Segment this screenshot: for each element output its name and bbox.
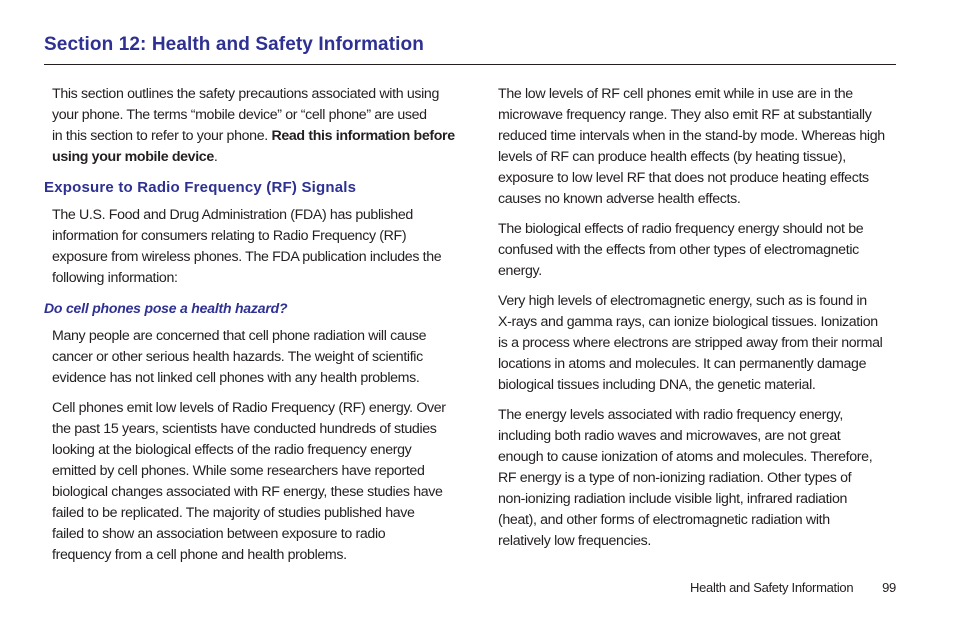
text-line: The U.S. Food and Drug Administration (FDA) has published xyxy=(52,207,413,223)
text-line: including both radio waves and microwaves, are not great xyxy=(498,428,841,444)
text-line: Very high levels of electromagnetic energy, such as is found in xyxy=(498,293,867,309)
bold-warning: Read this information before xyxy=(271,128,455,144)
text-span: in this section to refer to your phone. xyxy=(52,128,272,144)
rf-levels-paragraph xyxy=(498,84,898,210)
text-line: confused with the effects from other types of electromagnetic xyxy=(498,242,859,258)
text-line: energy. xyxy=(498,263,542,279)
text-line xyxy=(52,126,455,147)
text-line: X-rays and gamma rays, can ionize biological tissues. Ionization xyxy=(498,314,878,330)
biological-effects-paragraph xyxy=(498,219,898,282)
fda-paragraph xyxy=(52,205,452,289)
bold-warning: using your mobile device xyxy=(52,149,214,165)
text-line: Many people are concerned that cell phone radiation will cause xyxy=(52,328,427,344)
text-line: The biological effects of radio frequency energy should not be xyxy=(498,221,864,237)
text-line: The energy levels associated with radio frequency energy, xyxy=(498,407,843,423)
text-span: . xyxy=(213,149,218,165)
text-line: cancer or other serious health hazards. The weight of scientific xyxy=(52,349,423,365)
right-column xyxy=(498,84,898,561)
text-line: locations in atoms and molecules. It can permanently damage xyxy=(498,356,867,372)
studies-paragraph xyxy=(52,398,452,566)
text-line: reduced time intervals when in the stand-by mode. Whereas high xyxy=(498,128,885,144)
text-line: biological changes associated with RF energy, these studies have xyxy=(52,484,443,500)
text-line: levels of RF can produce health effects (by heating tissue), xyxy=(498,149,846,165)
non-ionizing-paragraph xyxy=(498,405,898,552)
text-line: (heat), and other forms of electromagnetic radiation with xyxy=(498,512,830,528)
text-line: non-ionizing radiation include visible light, infrared radiation xyxy=(498,491,848,507)
text-line: causes no known adverse health effects. xyxy=(498,191,741,207)
text-line: exposure to low level RF that does not produce heating effects xyxy=(498,170,869,186)
subheading-rf-signals: Exposure to Radio Frequency (RF) Signals xyxy=(44,179,357,196)
text-line: microwave frequency range. They also emit RF at substantially xyxy=(498,107,872,123)
text-line: your phone. The terms “mobile device” or “cell phone” are used xyxy=(52,107,427,123)
text-line: relatively low frequencies. xyxy=(498,533,651,549)
ionizing-paragraph xyxy=(498,291,898,396)
page-footer xyxy=(690,580,896,595)
text-line: The low levels of RF cell phones emit while in use are in the xyxy=(498,86,853,102)
text-line: failed to show an association between exposure to radio xyxy=(52,526,386,542)
text-line: enough to cause ionization of atoms and molecules. Therefore, xyxy=(498,449,873,465)
section-title: Section 12: Health and Safety Information xyxy=(44,34,424,55)
text-line: exposure from wireless phones. The FDA publication includes the xyxy=(52,249,442,265)
title-rule xyxy=(44,64,896,65)
page-number: 99 xyxy=(882,580,896,595)
concern-paragraph xyxy=(52,326,452,389)
text-line: following information: xyxy=(52,270,178,286)
left-column xyxy=(44,84,455,575)
text-line: This section outlines the safety precautions associated with using xyxy=(52,86,439,102)
text-line: biological tissues including DNA, the genetic material. xyxy=(498,377,816,393)
text-line: looking at the biological effects of the radio frequency energy xyxy=(52,442,412,458)
text-line: Cell phones emit low levels of Radio Frequency (RF) energy. Over xyxy=(52,400,446,416)
text-line: is a process where electrons are stripped away from their normal xyxy=(498,335,883,351)
footer-section-label: Health and Safety Information xyxy=(690,580,854,595)
text-line: information for consumers relating to Radio Frequency (RF) xyxy=(52,228,407,244)
intro-paragraph xyxy=(52,84,455,168)
text-line: evidence has not linked cell phones with any health problems. xyxy=(52,370,420,386)
text-line: RF energy is a type of non-ionizing radiation. Other types of xyxy=(498,470,852,486)
text-line: the past 15 years, scientists have conducted hundreds of studies xyxy=(52,421,437,437)
text-line xyxy=(52,147,452,168)
text-line: failed to be replicated. The majority of studies published have xyxy=(52,505,415,521)
question-heading: Do cell phones pose a health hazard? xyxy=(44,300,288,316)
text-line: frequency from a cell phone and health problems. xyxy=(52,547,347,563)
text-line: emitted by cell phones. While some researchers have reported xyxy=(52,463,425,479)
